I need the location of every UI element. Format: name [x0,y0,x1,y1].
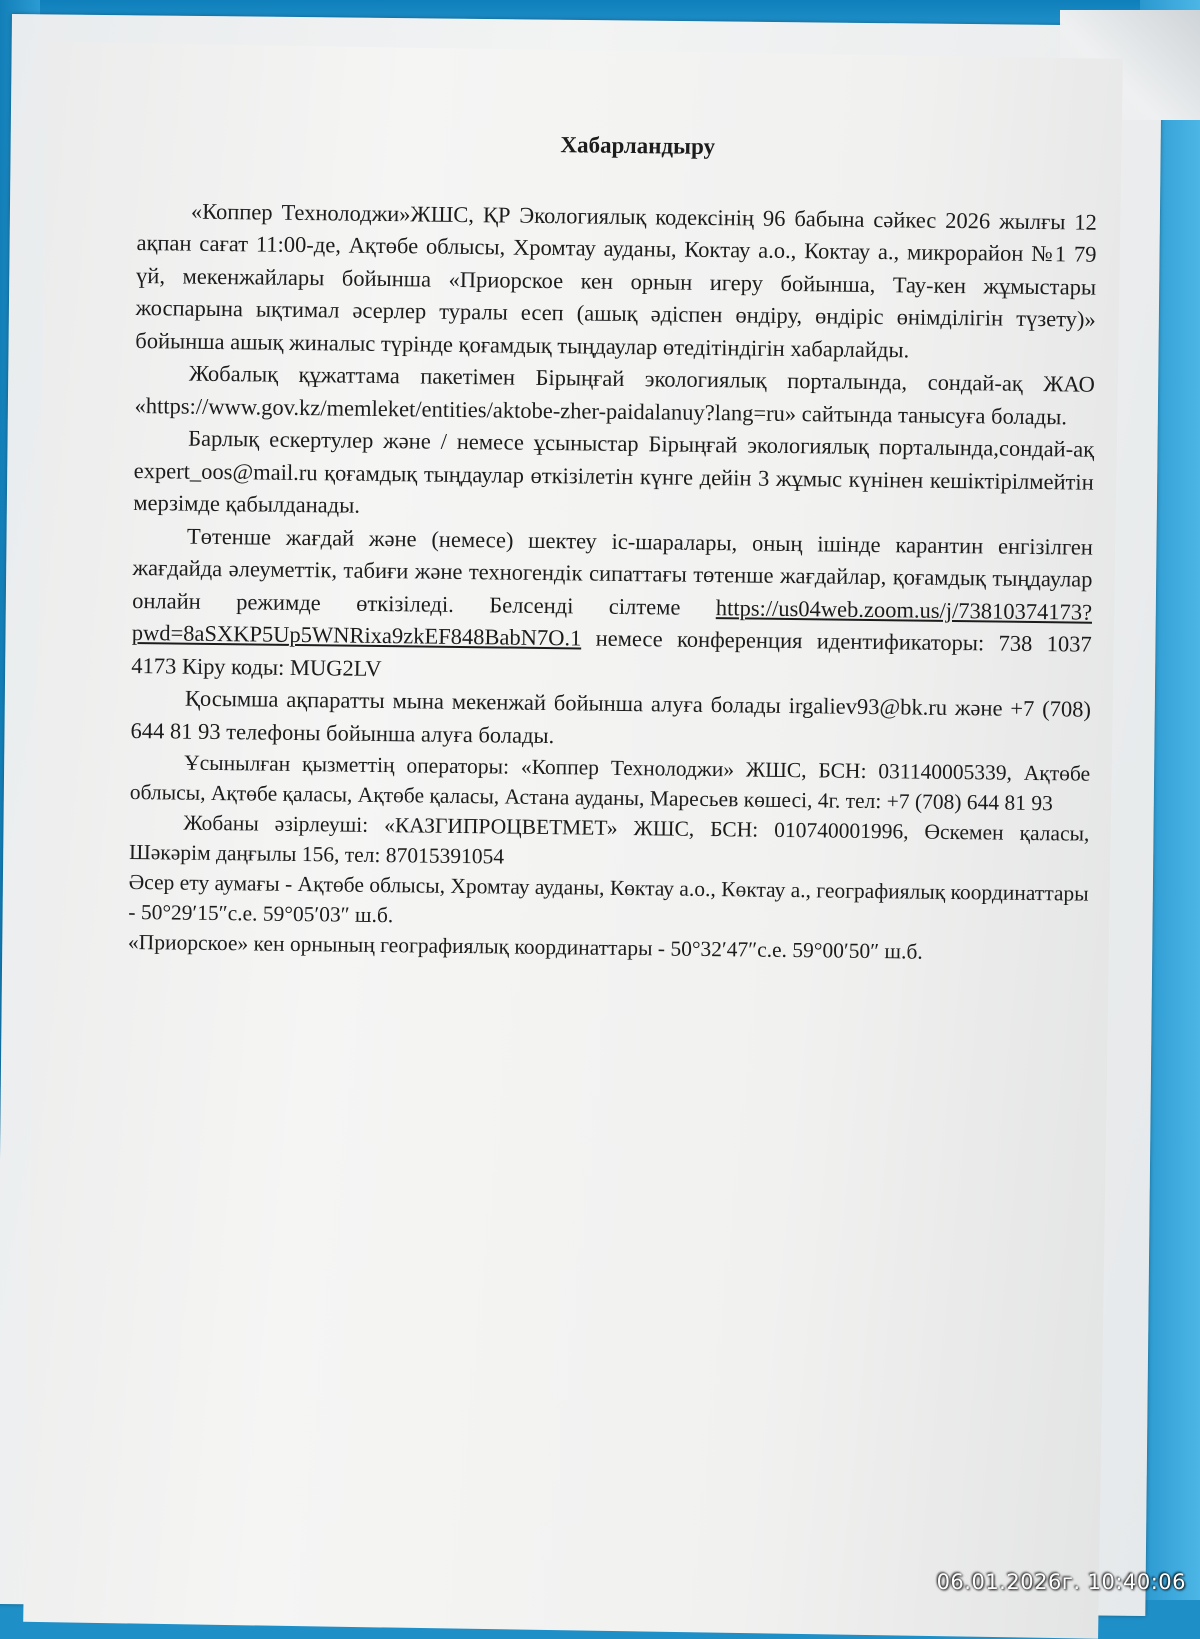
paragraph-documentation: Жобалық құжаттама пакетімен Бірыңғай экологиялық порталында, сондай-ақ ЖАО «https://www.gov.kz/memleket/entities/aktobe-zher-paidalanuy?lang=ru» сайтында танысуға болады. [134,360,1096,429]
zoom-link: https://us04web.zoom.us/j/73810374173?pwd=8aSXKP5Up5WNRixa9zkEF848BabN7O.1 [131,594,1093,651]
photo-timestamp: 06.01.2026г. 10:40:06 [936,1570,1186,1594]
conference-id-text: немесе конференция идентификаторы: 738 1037 4173 Кіру коды: MUG2LV [131,625,1092,681]
announcement-document [128,124,1098,969]
paragraph-hearing-info: «Коппер Технолоджи»ЖШС, ҚР Экологиялық кодексінің 96 бабына сәйкес 2026 жылғы 12 ақпан сағат 11:00-де, Ақтөбе облысы, Хромтау ауданы, Коктау а.о., Коктау а., микрорайон №1 79 үй, мекенжайлары бойынша «Приорское кен орнын игеру бойынша, Тау-кен жұмыстары жоспарына ықтимал әсерлер туралы есеп (ашық әдіспен өндіру, өндіріс өнімділігін түзету)» бойынша ашық жиналыс түрінде қоғамдық тыңдаулар өтедітіндігін хабарлайды. [135,198,1098,362]
announcement-title: Хабарландыру [560,132,716,160]
paragraph-additional-info: Қосымша ақпаратты мына мекенжай бойынша алуға болады irgaliev93@bk.ru және +7 (708) 644 81 93 телефоны бойынша алуға болады. [130,685,1092,748]
paragraph-developer: Жобаны әзірлеуші: «КАЗГИПРОЦВЕТМЕТ» ЖШС, БСН: 010740001996, Өскемен қаласы, Шәкәрім даңғылы 156, тел: 87015391054 [128,810,1090,869]
online-mode-text: Төтенше жағдай және (немесе) шектеу іс-шаралары, оның ішінде карантин енгізілген жағдайда әлеуметтік, табиғи және техногендік сипаттағы төтенше жағдайлар, қоғамдық тыңдаулар онлайн режимде өткізіледі. Белсенді сілтеме [132,523,1094,620]
paragraph-deposit-coordinates: «Приорское» кен орнының географиялық координаттары - 50°32′47″с.е. 59°00′50″ ш.б. [127,929,923,964]
paragraph-online-mode [131,519,1093,693]
paragraph-comments: Барлық ескертулер және / немесе ұсыныстар Бірыңғай экологиялық порталында,сондай-ақ expert_oos@mail.ru қоғамдық тыңдаулар өткізілетін күнге дейін 3 жұмыс күнінен кешіктірілмейтін мерзімде қабылданады. [133,425,1095,518]
paragraph-operator: Ұсынылған қызметтің операторы: «Коппер Технолоджи» ЖШС, БСН: 031140005339, Ақтөбе облысы, Ақтөбе қаласы, Ақтөбе қаласы, Астана ауданы, Маресьев көшесі, 4г. тел: +7 (708) 644 81 93 [129,750,1091,816]
paragraph-impact-area: Әсер ету аумағы - Ақтөбе облысы, Хромтау ауданы, Көктау а.о., Көктау а., географиялық координаттары - 50°29′15″с.е. 59°05′03″ ш.б. [128,869,1089,928]
